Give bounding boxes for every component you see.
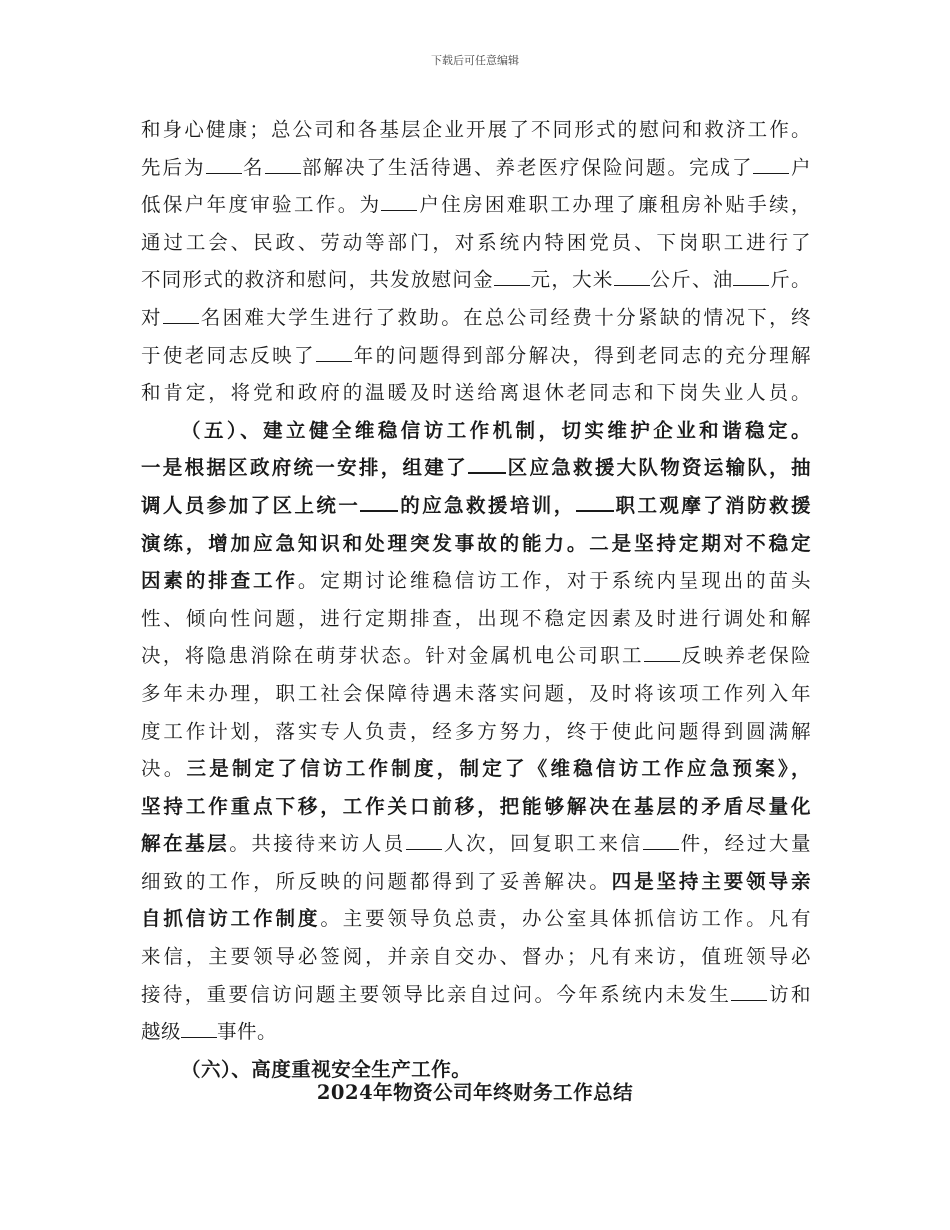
- fill-in-blank: [406, 831, 442, 850]
- fill-in-blank: [733, 267, 769, 286]
- text-segment: 。共接待来访人员: [229, 832, 406, 856]
- text-line: [141, 111, 811, 149]
- bold-text: 四是坚持主要领导亲: [611, 869, 811, 893]
- text-segment: 对: [141, 305, 163, 329]
- fill-in-blank: [614, 267, 650, 286]
- text-segment: 接待，重要信访问题主要领导比亲自过问。今年系统内未发生: [141, 982, 732, 1006]
- text-line: [141, 1013, 811, 1051]
- text-line: [141, 412, 811, 450]
- text-segment: 通过工会、民政、劳动等部门，对系统内特困党员、下岗职工进行了: [141, 230, 811, 254]
- fill-in-blank: [360, 492, 398, 512]
- text-segment: 来信，主要领导必签阅，并亲自交办、督办；凡有来访，值班领导必: [141, 945, 811, 969]
- text-line: [141, 261, 811, 299]
- text-segment: 户住房困难职工办理了廉租房补贴手续，: [417, 193, 811, 217]
- text-segment: 名困难大学生进行了救助。在总公司经费十分紧缺的情况下，终: [198, 305, 811, 329]
- text-segment: 年的问题得到部分解决，得到老同志的充分理解: [351, 343, 811, 367]
- bold-text: 调人员参加了区上统一: [141, 493, 361, 517]
- text-segment: 访和: [767, 982, 811, 1006]
- text-line: [141, 900, 811, 938]
- text-line: [141, 750, 811, 788]
- fill-in-blank: [753, 155, 789, 174]
- text-segment: 元，大米: [529, 268, 614, 292]
- text-line: [141, 186, 811, 224]
- bold-text: 一是根据区政府统一安排，组建了: [141, 456, 468, 480]
- fill-in-blank: [468, 454, 506, 474]
- fill-in-blank: [731, 982, 767, 1001]
- bold-text: 坚持工作重点下移，工作关口前移，把能够解决在基层的矛盾尽量化: [141, 794, 811, 818]
- text-segment: 于使老同志反映了: [141, 343, 316, 367]
- text-line: [141, 299, 811, 337]
- fill-in-blank: [316, 343, 352, 362]
- text-segment: 度工作计划，落实专人负责，经多方努力，终于使此问题得到圆满解: [141, 719, 811, 743]
- text-segment: 。主要领导负总责，办公室具体抓信访工作。凡有: [320, 907, 811, 931]
- text-line: [141, 224, 811, 262]
- text-line: [141, 675, 811, 713]
- text-segment: 斤。: [769, 268, 811, 292]
- text-segment: 决。: [141, 757, 187, 781]
- text-line: [141, 449, 811, 487]
- text-line: [141, 637, 811, 675]
- text-line: [141, 938, 811, 976]
- bold-text: 演练，增加应急知识和处理突发事故的能力。二是坚持定期对不稳定: [141, 531, 811, 555]
- text-line: [141, 374, 811, 412]
- fill-in-blank: [643, 831, 679, 850]
- text-segment: 人次，回复职工来信: [441, 832, 643, 856]
- text-segment: 不同形式的救济和慰问，共发放慰问金: [141, 268, 494, 292]
- text-segment: 事件。: [217, 1020, 278, 1044]
- body-text: [141, 111, 811, 1088]
- fill-in-blank: [644, 643, 680, 662]
- bold-text: 区应急救援大队物资运输队，抽: [505, 456, 811, 480]
- text-line: [141, 863, 811, 901]
- fill-in-blank: [163, 305, 199, 324]
- text-segment: 户: [789, 155, 811, 179]
- text-line: [141, 487, 811, 525]
- text-segment: 多年未办理，职工社会保障待遇未落实问题，及时将该项工作列入年: [141, 681, 811, 705]
- fill-in-blank: [206, 155, 242, 174]
- next-section-title: 2024年物资公司年终财务工作总结: [316, 1081, 634, 1104]
- text-segment: 名: [241, 155, 265, 179]
- bold-text: 解在基层: [141, 832, 230, 856]
- text-line: [141, 525, 811, 563]
- page-header: 下载后可任意编辑: [431, 54, 519, 67]
- text-line: [141, 788, 811, 826]
- bold-text: 自抓信访工作制度: [141, 907, 321, 931]
- fill-in-blank: [381, 192, 417, 211]
- bold-text: （六）、高度重视安全生产工作。: [181, 1057, 472, 1081]
- fill-in-blank: [265, 155, 301, 174]
- fill-in-blank: [576, 492, 614, 512]
- text-line: [141, 600, 811, 638]
- text-line: [141, 976, 811, 1014]
- text-segment: 部解决了生活待遇、养老医疗保险问题。完成了: [300, 155, 754, 179]
- fill-in-blank: [494, 267, 530, 286]
- text-segment: 细致的工作，所反映的问题都得到了妥善解决。: [141, 869, 612, 893]
- text-segment: 先后为: [141, 155, 206, 179]
- text-segment: 公斤、油: [649, 268, 734, 292]
- fill-in-blank: [181, 1019, 217, 1038]
- text-line: [141, 825, 811, 863]
- text-segment: 性、倾向性问题，进行定期排查，出现不稳定因素及时进行调处和解: [141, 606, 811, 630]
- text-segment: 决，将隐患消除在萌芽状态。针对金属机电公司职工: [141, 644, 644, 668]
- bold-text: 三是制定了信访工作制度，制定了《维稳信访工作应急预案》，: [186, 757, 811, 781]
- text-segment: 。定期讨论维稳信访工作，对于系统内呈现出的苗头: [297, 569, 811, 593]
- bold-text: （五）、建立健全维稳信访工作机制，切实维护企业和谐稳定。: [181, 418, 811, 442]
- text-segment: 越级: [141, 1020, 182, 1044]
- text-line: [141, 149, 811, 187]
- text-line: [141, 337, 811, 375]
- text-segment: 低保户年度审验工作。为: [141, 193, 382, 217]
- text-segment: 件，经过大量: [678, 832, 811, 856]
- text-line: [141, 562, 811, 600]
- bold-text: 的应急救援培训，: [398, 493, 576, 517]
- text-line: [141, 713, 811, 751]
- text-segment: 和身心健康；总公司和各基层企业开展了不同形式的慰问和救济工作。: [141, 118, 811, 141]
- bold-text: 职工观摩了消防救援: [613, 493, 811, 517]
- text-segment: 反映养老保险: [679, 644, 811, 668]
- text-segment: 和肯定，将党和政府的温暖及时送给离退休老同志和下岗失业人员。: [141, 381, 811, 405]
- bold-text: 因素的排查工作: [141, 569, 298, 593]
